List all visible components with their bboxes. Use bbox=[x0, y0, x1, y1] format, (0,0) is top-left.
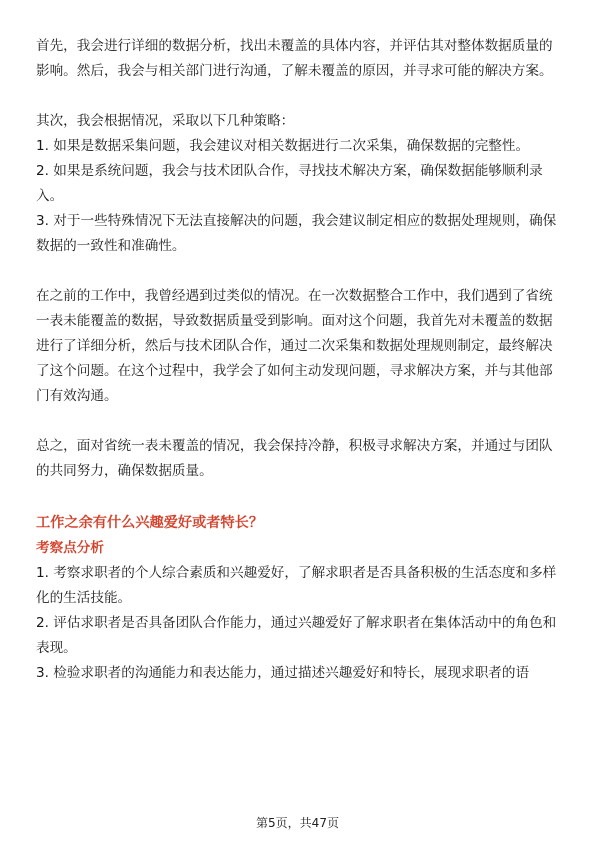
paragraph-conclusion: 总之，面对省统一表未覆盖的情况，我会保持冷静，积极寻求解决方案，并通过与团队的共同努力，确保数据质量。 bbox=[36, 438, 553, 479]
strategy-item-1: 1. 如果是数据采集问题，我会建议对相关数据进行二次采集，确保数据的完整性。 bbox=[36, 138, 530, 154]
analysis-item-2: 2. 评估求职者是否具备团队合作能力，通过兴趣爱好了解求职者在集体活动中的角色和表现。 bbox=[36, 615, 557, 656]
strategy-item-3: 3. 对于一些特殊情况下无法直接解决的问题，我会建议制定相应的数据处理规则，确保数据的一致性和准确性。 bbox=[36, 213, 557, 254]
paragraph-analysis-plan: 首先，我会进行详细的数据分析，找出未覆盖的具体内容，并评估其对整体数据质量的影响。然后，我会与相关部门进行沟通，了解未覆盖的原因，并寻求可能的解决方案。 bbox=[36, 38, 553, 79]
page-number: 第5页，共47页 bbox=[256, 816, 339, 830]
strategy-item-2: 2. 如果是系统问题，我会与技术团队合作，寻找技术解决方案，确保数据能够顺利录入。 bbox=[36, 163, 543, 204]
paragraph-gap bbox=[36, 409, 563, 434]
paragraph-strategy-intro: 其次，我会根据情况，采取以下几种策略： bbox=[36, 113, 295, 129]
analysis-item-3: 3. 检验求职者的沟通能力和表达能力，通过描述兴趣爱好和特长，展现求职者的语 bbox=[36, 665, 530, 681]
paragraph-gap bbox=[36, 84, 563, 109]
paragraph-gap bbox=[36, 259, 563, 284]
analysis-heading: 考察点分析 bbox=[36, 540, 104, 556]
question-heading: 工作之余有什么兴趣爱好或者特长？ bbox=[36, 515, 264, 531]
paragraph-gap bbox=[36, 484, 563, 509]
page-content bbox=[36, 34, 563, 686]
analysis-item-1: 1. 考察求职者的个人综合素质和兴趣爱好，了解求职者是否具备积极的生活态度和多样化的生活技能。 bbox=[36, 565, 557, 606]
paragraph-experience: 在之前的工作中，我曾经遇到过类似的情况。在一次数据整合工作中，我们遇到了省统一表未能覆盖的数据，导致数据质量受到影响。面对这个问题，我首先对未覆盖的数据进行了详细分析，然后与技术团队合作，通过二次采集和数据处理规则制定，最终解决了这个问题。在这个过程中，我学会了如何主动发现问题，寻求解决方案，并与其他部门有效沟通。 bbox=[36, 288, 553, 404]
